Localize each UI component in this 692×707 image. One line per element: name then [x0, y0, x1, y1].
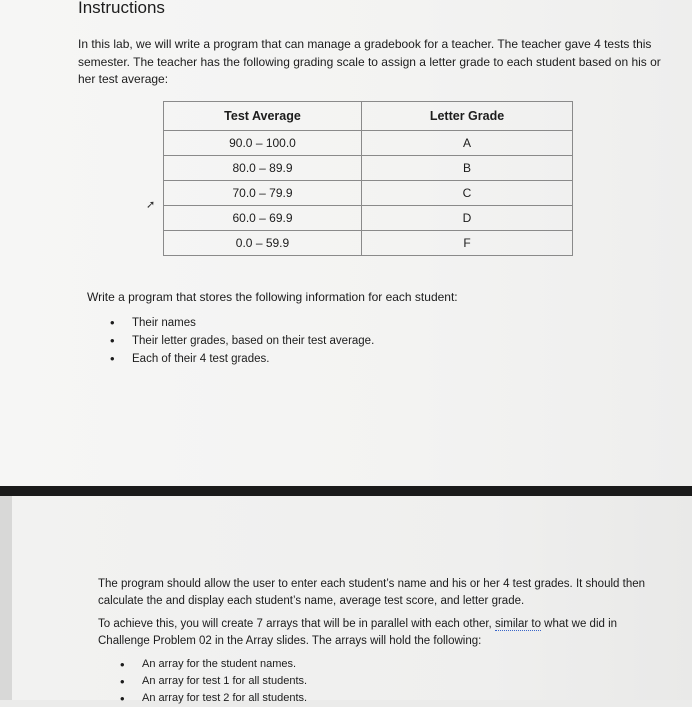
grade-cell: B	[362, 156, 573, 181]
range-cell: 60.0 – 69.9	[164, 206, 362, 231]
list-item: • Each of their 4 test grades.	[108, 350, 374, 368]
table-row	[164, 156, 573, 181]
arrays-paragraph	[98, 616, 658, 649]
arrays-text-end: what we did in Challenge Problem 02 in the Array slides. The arrays will hold the following:	[98, 618, 618, 647]
write-prompt: Write a program that stores the following information for each student:	[87, 290, 458, 304]
intro-paragraph: In this lab, we will write a program that can manage a gradebook for a teacher. The teacher gave 4 tests this semester. The teacher has the following grading scale to assign a letter grade to each student based on his or her test average:	[78, 37, 661, 86]
store-list	[108, 314, 374, 368]
list-item: • Their names	[108, 314, 374, 332]
list-item: • Their letter grades, based on their test average.	[108, 332, 374, 350]
range-cell: 80.0 – 89.9	[164, 156, 362, 181]
grade-cell: C	[362, 181, 573, 206]
table-row	[164, 231, 573, 256]
page-divider	[0, 486, 692, 496]
grade-cell: A	[362, 131, 573, 156]
list-item: • An array for test 2 for all students.	[118, 690, 307, 707]
arrays-text-start: To achieve this, you will create 7 arrays that will be in parallel with each other,	[98, 618, 495, 630]
grade-cell: D	[362, 206, 573, 231]
grading-scale-table	[163, 101, 573, 256]
range-cell: 90.0 – 100.0	[164, 131, 362, 156]
range-cell: 70.0 – 79.9	[164, 181, 362, 206]
cursor-arrow-icon: ➚	[146, 199, 156, 211]
arrays-list	[118, 656, 307, 707]
similar-to-text: similar to	[494, 618, 541, 630]
header-test-average: Test Average	[164, 102, 362, 131]
list-item: • An array for test 1 for all students.	[118, 673, 307, 690]
table-header-row	[164, 102, 573, 131]
page-title: Instructions	[78, 0, 165, 17]
page-edge	[0, 496, 12, 700]
header-letter-grade: Letter Grade	[362, 102, 573, 131]
table-row	[164, 181, 573, 206]
list-item: • An array for the student names.	[118, 656, 307, 673]
grade-cell: F	[362, 231, 573, 256]
program-paragraph: The program should allow the user to enter each student’s name and his or her 4 test grades. It should then calculate the and display each student’s name, average test score, and letter grade.	[98, 578, 646, 607]
table-row	[164, 131, 573, 156]
table-row	[164, 206, 573, 231]
range-cell: 0.0 – 59.9	[164, 231, 362, 256]
